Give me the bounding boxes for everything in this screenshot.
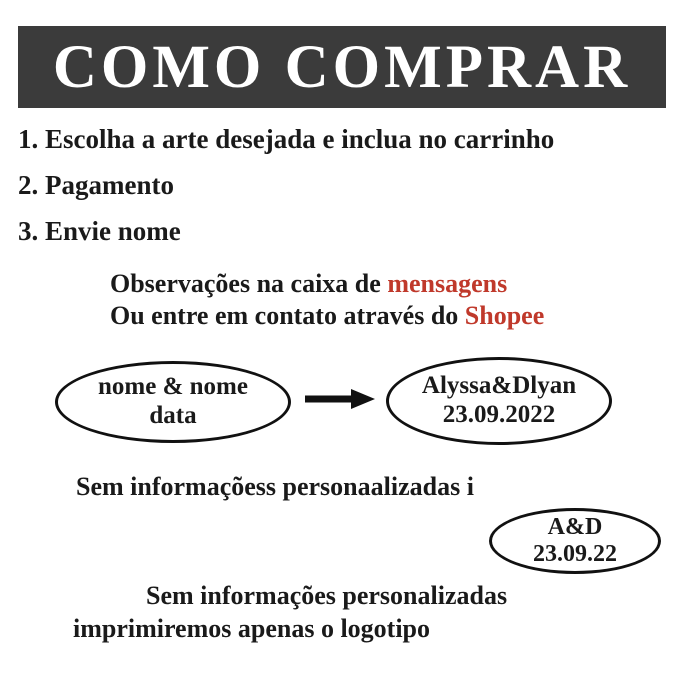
notes-block xyxy=(110,268,676,331)
example-input-bubble xyxy=(55,361,291,443)
example-input-line-2: data xyxy=(149,402,197,429)
page-title: COMO COMPRAR xyxy=(52,33,632,101)
note-accent-shopee[interactable]: Shopee xyxy=(464,300,545,330)
note-line-messages xyxy=(110,268,676,300)
right-arrow-icon xyxy=(303,387,377,411)
note-line-contact xyxy=(110,300,676,332)
closing-line-1: Sem informações personalizadas xyxy=(146,581,508,610)
note-line-messages-text: Observações na caixa de xyxy=(110,269,388,298)
step-item-1: 1. Escolha a arte desejada e inclua no carrinho xyxy=(18,124,555,154)
example-input-line-1: nome & nome xyxy=(98,373,248,401)
title-banner xyxy=(18,26,666,108)
closing-block xyxy=(74,580,674,645)
example-row xyxy=(55,355,625,443)
example-output-line-2: 23.09.2022 xyxy=(442,401,556,428)
short-example-bubble xyxy=(489,508,661,574)
steps-list xyxy=(18,126,668,264)
short-example-line-2: 23.09.22 xyxy=(533,541,617,567)
middle-statement: Sem informaçõess personaalizadas i xyxy=(76,472,474,501)
closing-line-2: imprimiremos apenas o logotipo xyxy=(73,613,431,643)
example-output-bubble xyxy=(386,357,612,445)
short-example-line-1: A&D xyxy=(547,514,603,541)
example-output-line-1: Alyssa&Dlyan xyxy=(421,372,577,400)
step-item-2: 2. Pagamento xyxy=(18,170,174,200)
note-line-contact-text: Ou entre em contato através do xyxy=(110,300,465,330)
note-accent-mensagens: mensagens xyxy=(387,269,508,298)
step-item-3: 3. Envie nome xyxy=(18,216,181,246)
